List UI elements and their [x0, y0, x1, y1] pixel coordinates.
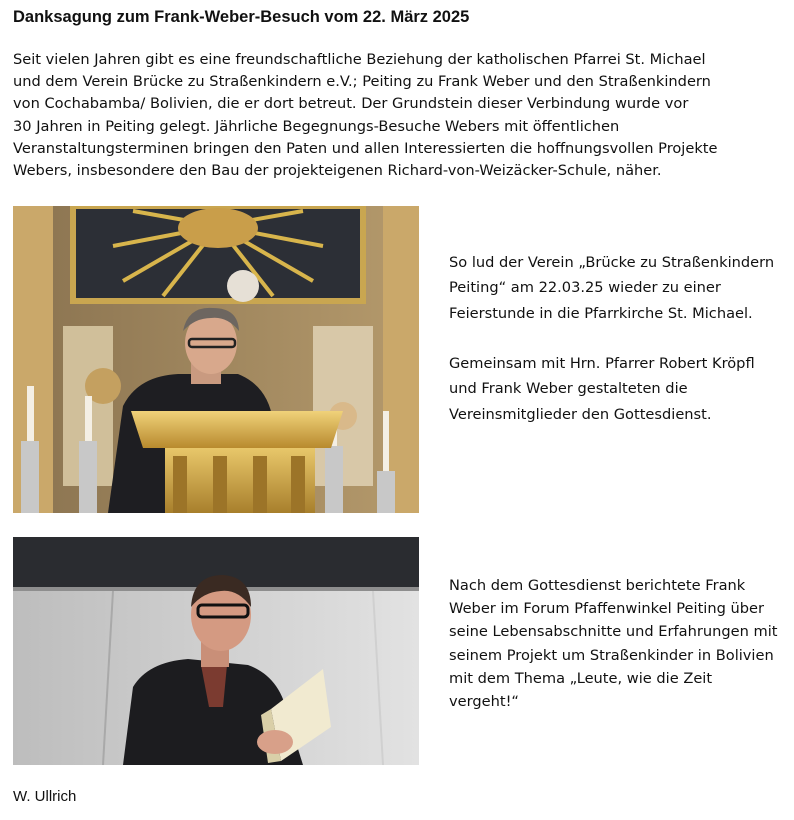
- church-lectern-photo: [13, 206, 419, 513]
- caption-line: So lud der Verein „Brücke zu Straßenkindern: [449, 254, 775, 271]
- caption-line: seine Lebensabschnitte und Erfahrungen mit: [449, 623, 778, 641]
- forum-reading-photo: [13, 537, 419, 765]
- caption-line: seinem Projekt um Straßenkinder in Bolivien: [449, 646, 774, 664]
- intro-line: Seit vielen Jahren gibt es eine freundschaftliche Beziehung der katholischen Pfarrei St. Michael: [13, 51, 706, 68]
- page-title: Danksagung zum Frank-Weber-Besuch vom 22. März 2025: [13, 8, 470, 26]
- caption-line: Gemeinsam mit Hrn. Pfarrer Robert Kröpfl: [449, 355, 755, 372]
- caption-line: Peiting“ am 22.03.25 wieder zu einer: [449, 279, 721, 297]
- intro-line: Veranstaltungsterminen bringen den Paten und allen Interessierten die hoffnungsvollen Projekte: [13, 139, 718, 157]
- caption-gottesdienst: [449, 351, 755, 427]
- intro-line: von Cochabamba/ Bolivien, die er dort betreut. Der Grundstein dieser Verbindung wurde vor: [13, 95, 689, 113]
- intro-line: Webers, insbesondere den Bau der projekteigenen Richard-von-Weizäcker-Schule, näher.: [13, 162, 662, 180]
- caption-line: Nach dem Gottesdienst berichtete Frank: [449, 577, 746, 594]
- intro-paragraph: [13, 49, 783, 182]
- caption-line: Weber im Forum Pfaffenwinkel Peiting über: [449, 600, 764, 618]
- caption-line: mit dem Thema „Leute, wie die Zeit: [449, 669, 713, 687]
- caption-feierstunde: [449, 250, 774, 326]
- caption-line: Feierstunde in die Pfarrkirche St. Michael.: [449, 304, 753, 322]
- author-signature: W. Ullrich: [13, 788, 77, 805]
- caption-line: Vereinsmitglieder den Gottesdienst.: [449, 405, 712, 423]
- caption-line: vergeht!“: [449, 693, 519, 711]
- intro-line: und dem Verein Brücke zu Straßenkindern e.V.; Peiting zu Frank Weber und den Straßenkindern: [13, 73, 711, 91]
- intro-line: 30 Jahren in Peiting gelegt. Jährliche Begegnungs-Besuche Webers mit öffentlichen: [13, 117, 620, 135]
- caption-forum: [449, 574, 777, 713]
- caption-line: und Frank Weber gestalteten die: [449, 380, 688, 398]
